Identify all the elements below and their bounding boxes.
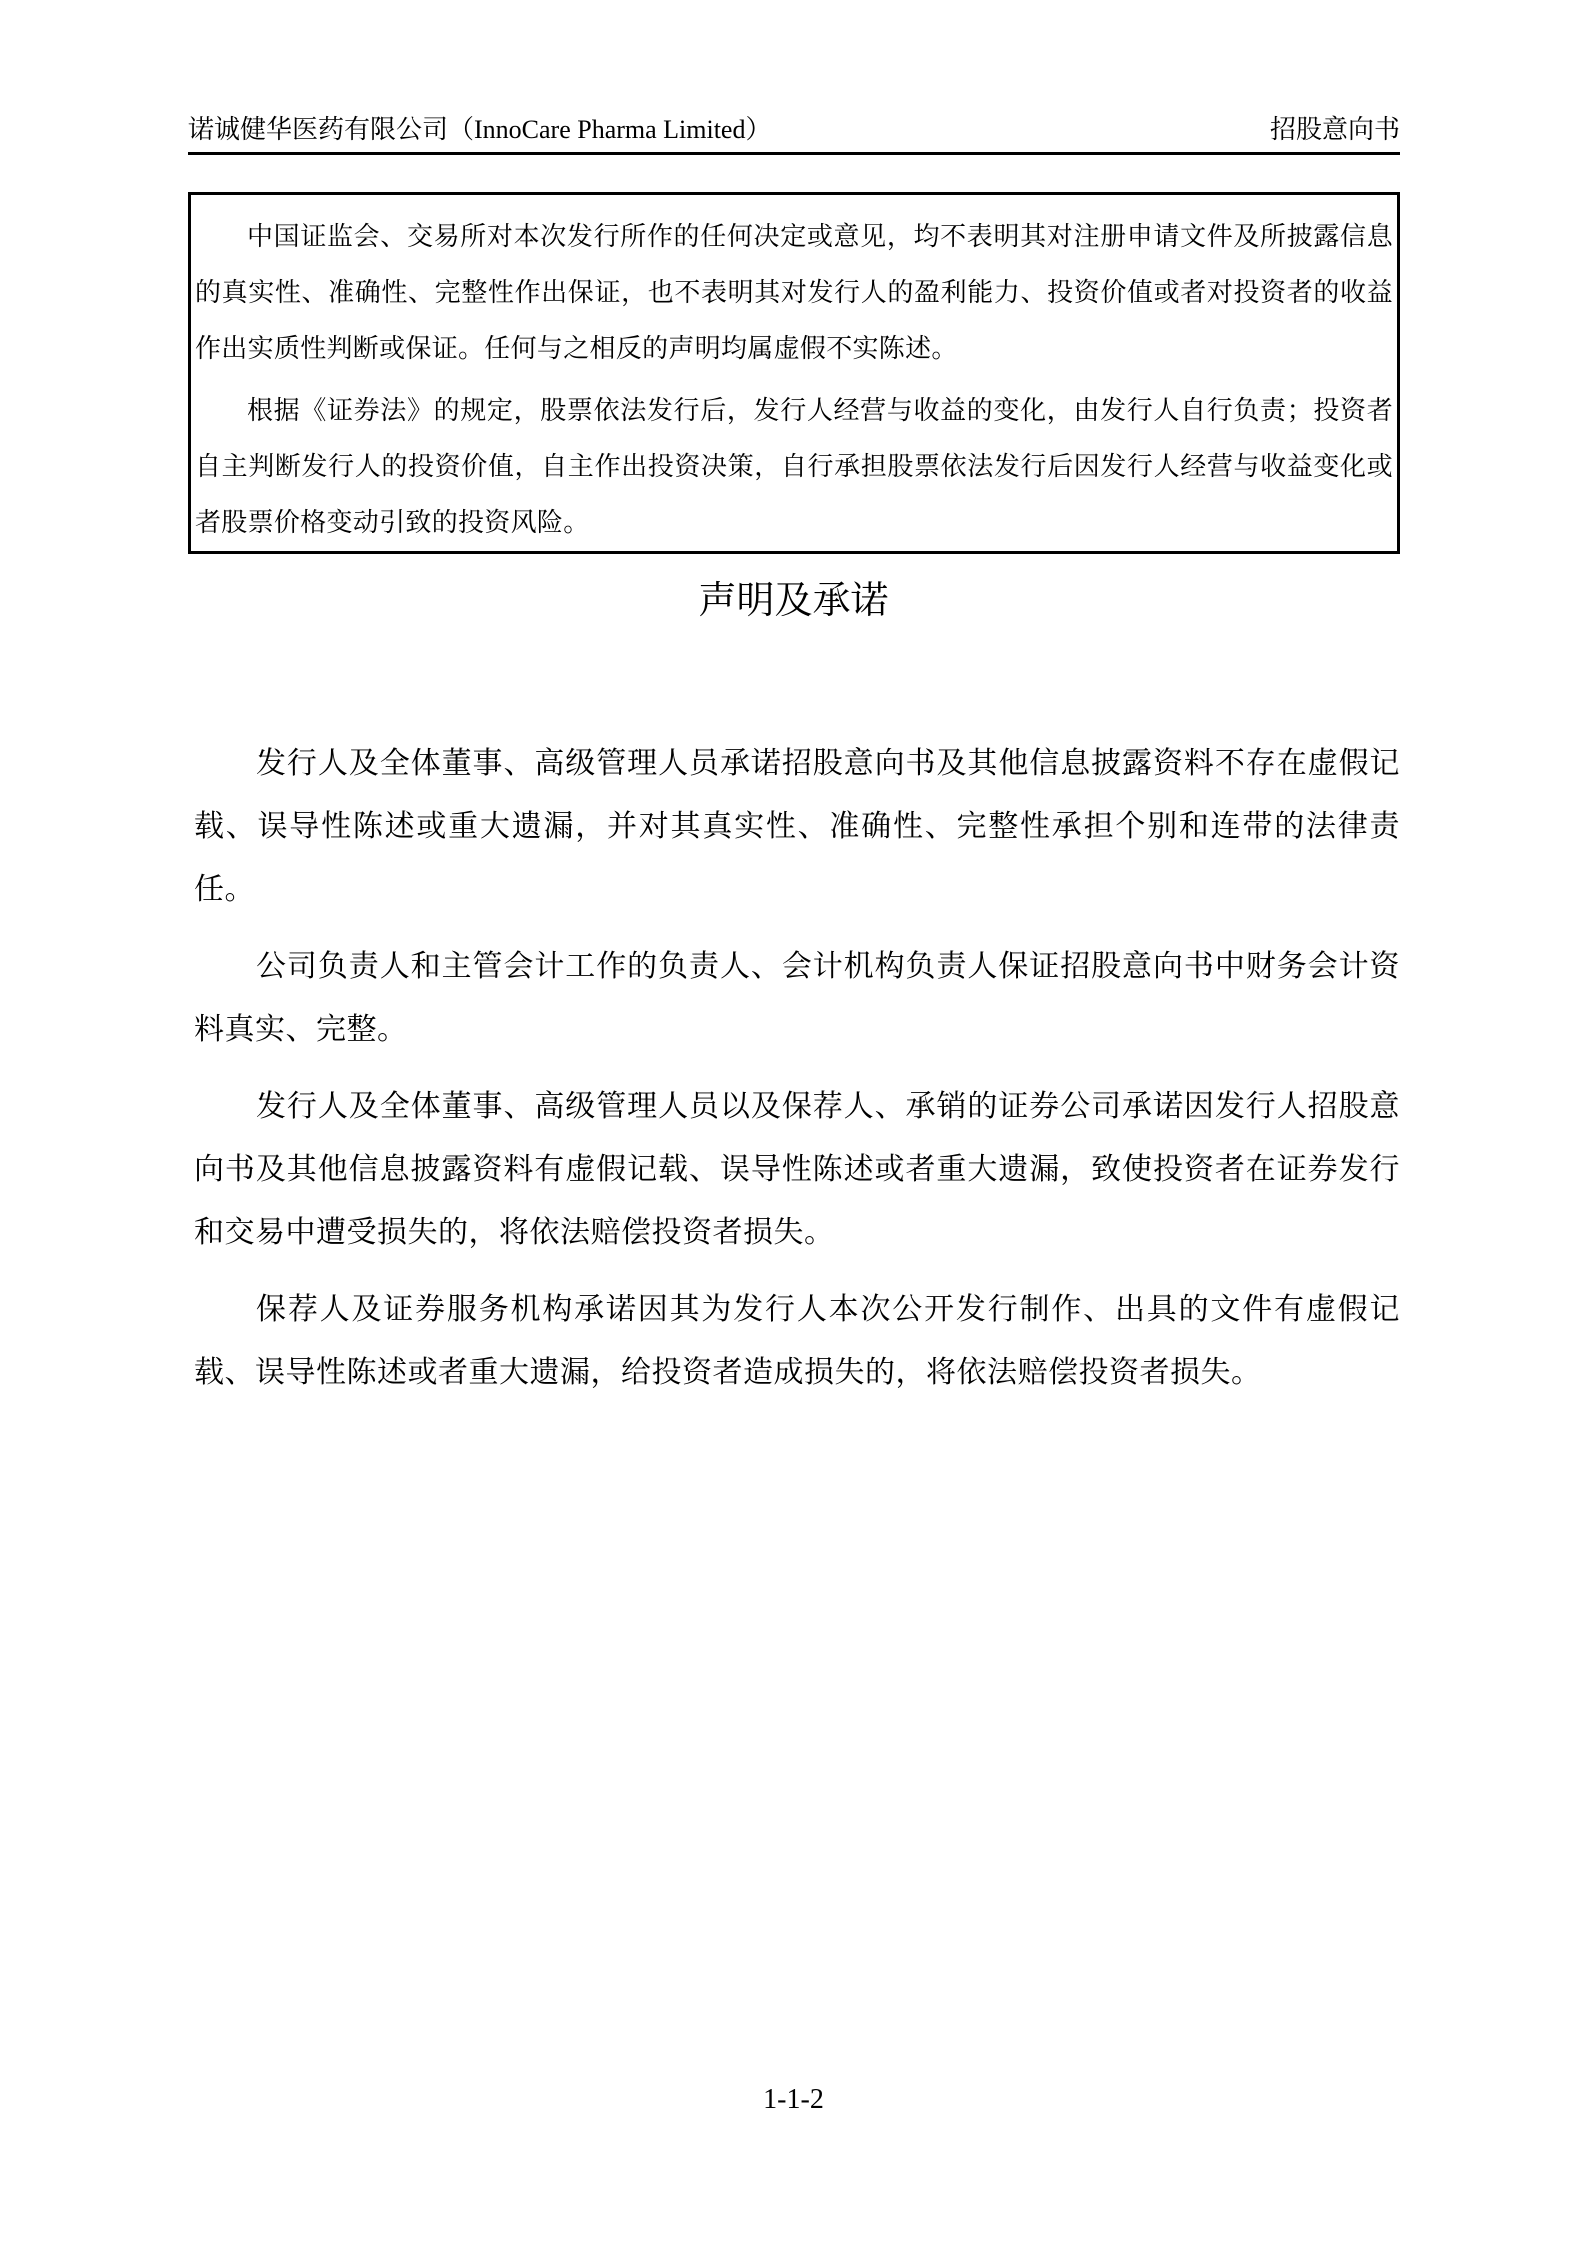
page-header [188, 108, 1400, 155]
declaration-body [194, 732, 1400, 1418]
declaration-paragraph: 发行人及全体董事、高级管理人员承诺招股意向书及其他信息披露资料不存在虚假记载、误导性陈述或重大遗漏，并对其真实性、准确性、完整性承担个别和连带的法律责任。 [194, 747, 1400, 906]
declaration-paragraph: 公司负责人和主管会计工作的负责人、会计机构负责人保证招股意向书中财务会计资料真实、完整。 [194, 950, 1400, 1046]
page-number: 1-1-2 [763, 2084, 824, 2115]
declaration-paragraph: 发行人及全体董事、高级管理人员以及保荐人、承销的证券公司承诺因发行人招股意向书及其他信息披露资料有虚假记载、误导性陈述或者重大遗漏，致使投资者在证券发行和交易中遭受损失的，将依法赔偿投资者损失。 [194, 1090, 1400, 1249]
header-document-type: 招股意向书 [1269, 115, 1400, 144]
declaration-paragraph: 保荐人及证券服务机构承诺因其为发行人本次公开发行制作、出具的文件有虚假记载、误导性陈述或者重大遗漏，给投资者造成损失的，将依法赔偿投资者损失。 [194, 1293, 1400, 1389]
regulatory-notice-box [188, 192, 1400, 554]
header-company-name: 诺诚健华医药有限公司（InnoCare Pharma Limited） [188, 115, 772, 144]
notice-paragraph: 中国证监会、交易所对本次发行所作的任何决定或意见，均不表明其对注册申请文件及所披露信息的真实性、准确性、完整性作出保证，也不表明其对发行人的盈利能力、投资价值或者对投资者的收益作出实质性判断或保证。任何与之相反的声明均属虚假不实陈述。 [195, 222, 1393, 363]
notice-paragraph: 根据《证券法》的规定，股票依法发行后，发行人经营与收益的变化，由发行人自行负责；投资者自主判断发行人的投资价值，自主作出投资决策，自行承担股票依法发行后因发行人经营与收益变化或者股票价格变动引致的投资风险。 [195, 396, 1393, 537]
section-title: 声明及承诺 [698, 578, 889, 622]
